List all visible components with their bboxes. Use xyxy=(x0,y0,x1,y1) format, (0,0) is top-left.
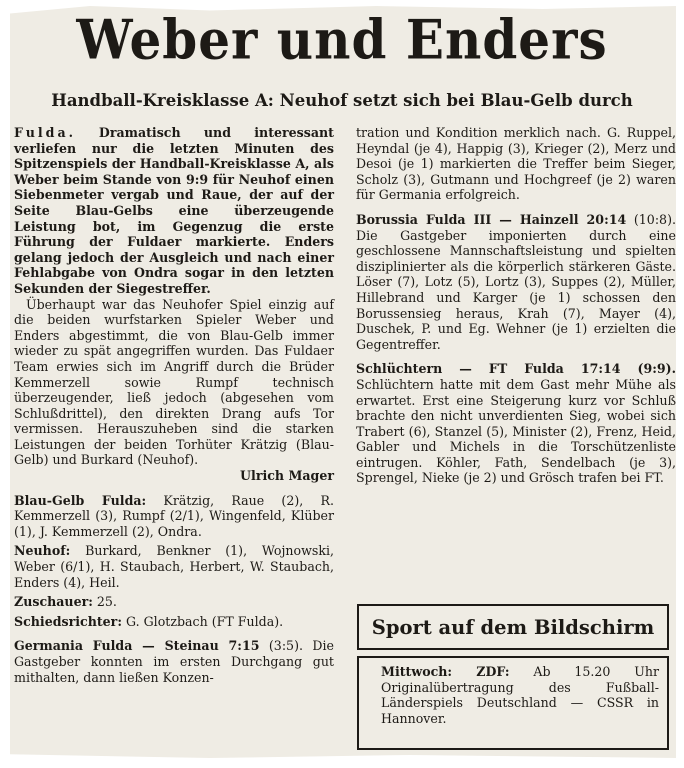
right-column xyxy=(356,125,676,486)
match-report-schluechtern xyxy=(356,361,676,486)
spectators-count: 25. xyxy=(96,594,117,610)
match-report-borussia xyxy=(356,212,676,352)
sport-box-title: Sport auf dem Bildschirm xyxy=(357,604,669,650)
continuation-text: tration und Kondition merklich nach. G. Ruppel, Heyndal (je 4), Happig (3), Krieger (2), Merz und Desoi (je 1) markierten die Treffer beim Sieger, Scholz (3), Gutmann und Hochgreef (je 2) waren für Germania erfolgreich. xyxy=(356,125,676,203)
lineup-label: Neuhof: xyxy=(14,543,71,559)
spectators xyxy=(14,594,334,610)
tv-label: Mittwoch: ZDF: xyxy=(381,664,510,679)
match-title: Borussia Fulda III — Hainzell 20:14 xyxy=(356,211,627,227)
match-text: Die Gastgeber konnten im ersten Durchgang gut mithalten, dann ließen Konzen- xyxy=(14,638,334,685)
match-title: Germania Fulda — Steinau 7:15 xyxy=(14,638,260,654)
tv-text: Ab 15.20 Uhr Originalübertragung des Fußball-Länderspiels Deutschland — CSSR in Hannover. xyxy=(381,664,659,726)
headline: Weber und Enders xyxy=(76,7,608,72)
match-halftime: (3:5). xyxy=(268,638,303,654)
body-paragraph: Überhaupt war das Neuhofer Spiel einzig auf die beiden wurfstarken Spieler Weber und Enders abgestimmt, die von Blau-Gelb immer wieder zu spät angegriffen wurden. Das Fuldaer Team erwies sich im Angriff durch die Brüder Kemmerzell sowie Rumpf technisch überzeugender, ließ jedoch (abgesehen vom Schlußdrittel), den direkten Drang aufs Tor vermissen. Herauszuheben sind die starken Leistungen der beiden Torhüter Krätzig (Blau-Gelb) und Burkard (Neuhof). xyxy=(14,296,334,468)
match-title: Schlüchtern — FT Fulda 17:14 (9:9). xyxy=(356,361,676,377)
referee xyxy=(14,614,334,630)
match-text: (10:8). Die Gastgeber imponierten durch eine geschlossene Mannschaftsleistung und spielten disziplinierter als die körperlich stärkeren Gäste. Löser (7), Lotz (5), Lortz (3), Suppes (2), Müller, Hillebrand und Karger (je 1) schossen den Borussensieg heraus, Krah (7), Mayer (4), Duschek, P. und Eg. Wehner (je 1) erzielten die Gegentreffer. xyxy=(356,211,676,352)
tv-schedule-box xyxy=(357,656,669,750)
left-column xyxy=(14,125,334,685)
spectators-label: Zuschauer: xyxy=(14,594,93,610)
lead-text: Dramatisch und interessant verliefen nur die letzten Minuten des Spitzenspiels der Handball-Kreisklasse A, als Weber beim Stande von 9:9 für Neuhof einen Siebenmeter vergab und Raue, der auf der Seite Blau-Gelbs eine überzeugende Leistung bot, im Gegenzug die erste Führung der Fuldaer markierte. Enders gelang jedoch der Ausgleich und nach einer Fehlabgabe von Ondra sogar in den letzten Sekunden der Siegestreffer. xyxy=(14,125,334,296)
lineup-neuhof xyxy=(14,543,334,590)
subheadline: Handball-Kreisklasse A: Neuhof setzt sich bei Blau-Gelb durch xyxy=(51,91,633,110)
lineup-blaugelb xyxy=(14,493,334,540)
byline: Ulrich Mager xyxy=(240,468,334,484)
lead-paragraph xyxy=(14,125,334,297)
lineup-label: Blau-Gelb Fulda: xyxy=(14,492,147,508)
match-text: Schlüchtern hatte mit dem Gast mehr Mühe als erwartet. Erst eine Steigerung kurz vor Schluß brachte den nicht unverdienten Sieg, wobei sich Trabert (6), Stanzel (5), Minister (2), Frenz, Heid, Gabler und Michels in die Torschützenliste eintrugen. Köhler, Fath, Sendelbach (je 3), Sprengel, Nieke (je 2) und Grösch trafen bei FT. xyxy=(356,376,676,486)
lineup-text: Krätzig, Raue (2), R. Kemmerzell (3), Rumpf (2/1), Wingenfeld, Klüber (1), J. Kemmerzell (2), Ondra. xyxy=(14,492,334,539)
referee-label: Schiedsrichter: xyxy=(14,613,122,629)
match-report-germania xyxy=(14,638,334,685)
referee-name: G. Glotzbach (FT Fulda). xyxy=(126,613,284,629)
tv-listing xyxy=(381,664,659,726)
lineup-text: Burkard, Benkner (1), Wojnowski, Weber (6/1), H. Staubach, Herbert, W. Staubach, Enders (4), Heil. xyxy=(14,543,334,590)
dateline: Fulda. xyxy=(14,125,77,140)
